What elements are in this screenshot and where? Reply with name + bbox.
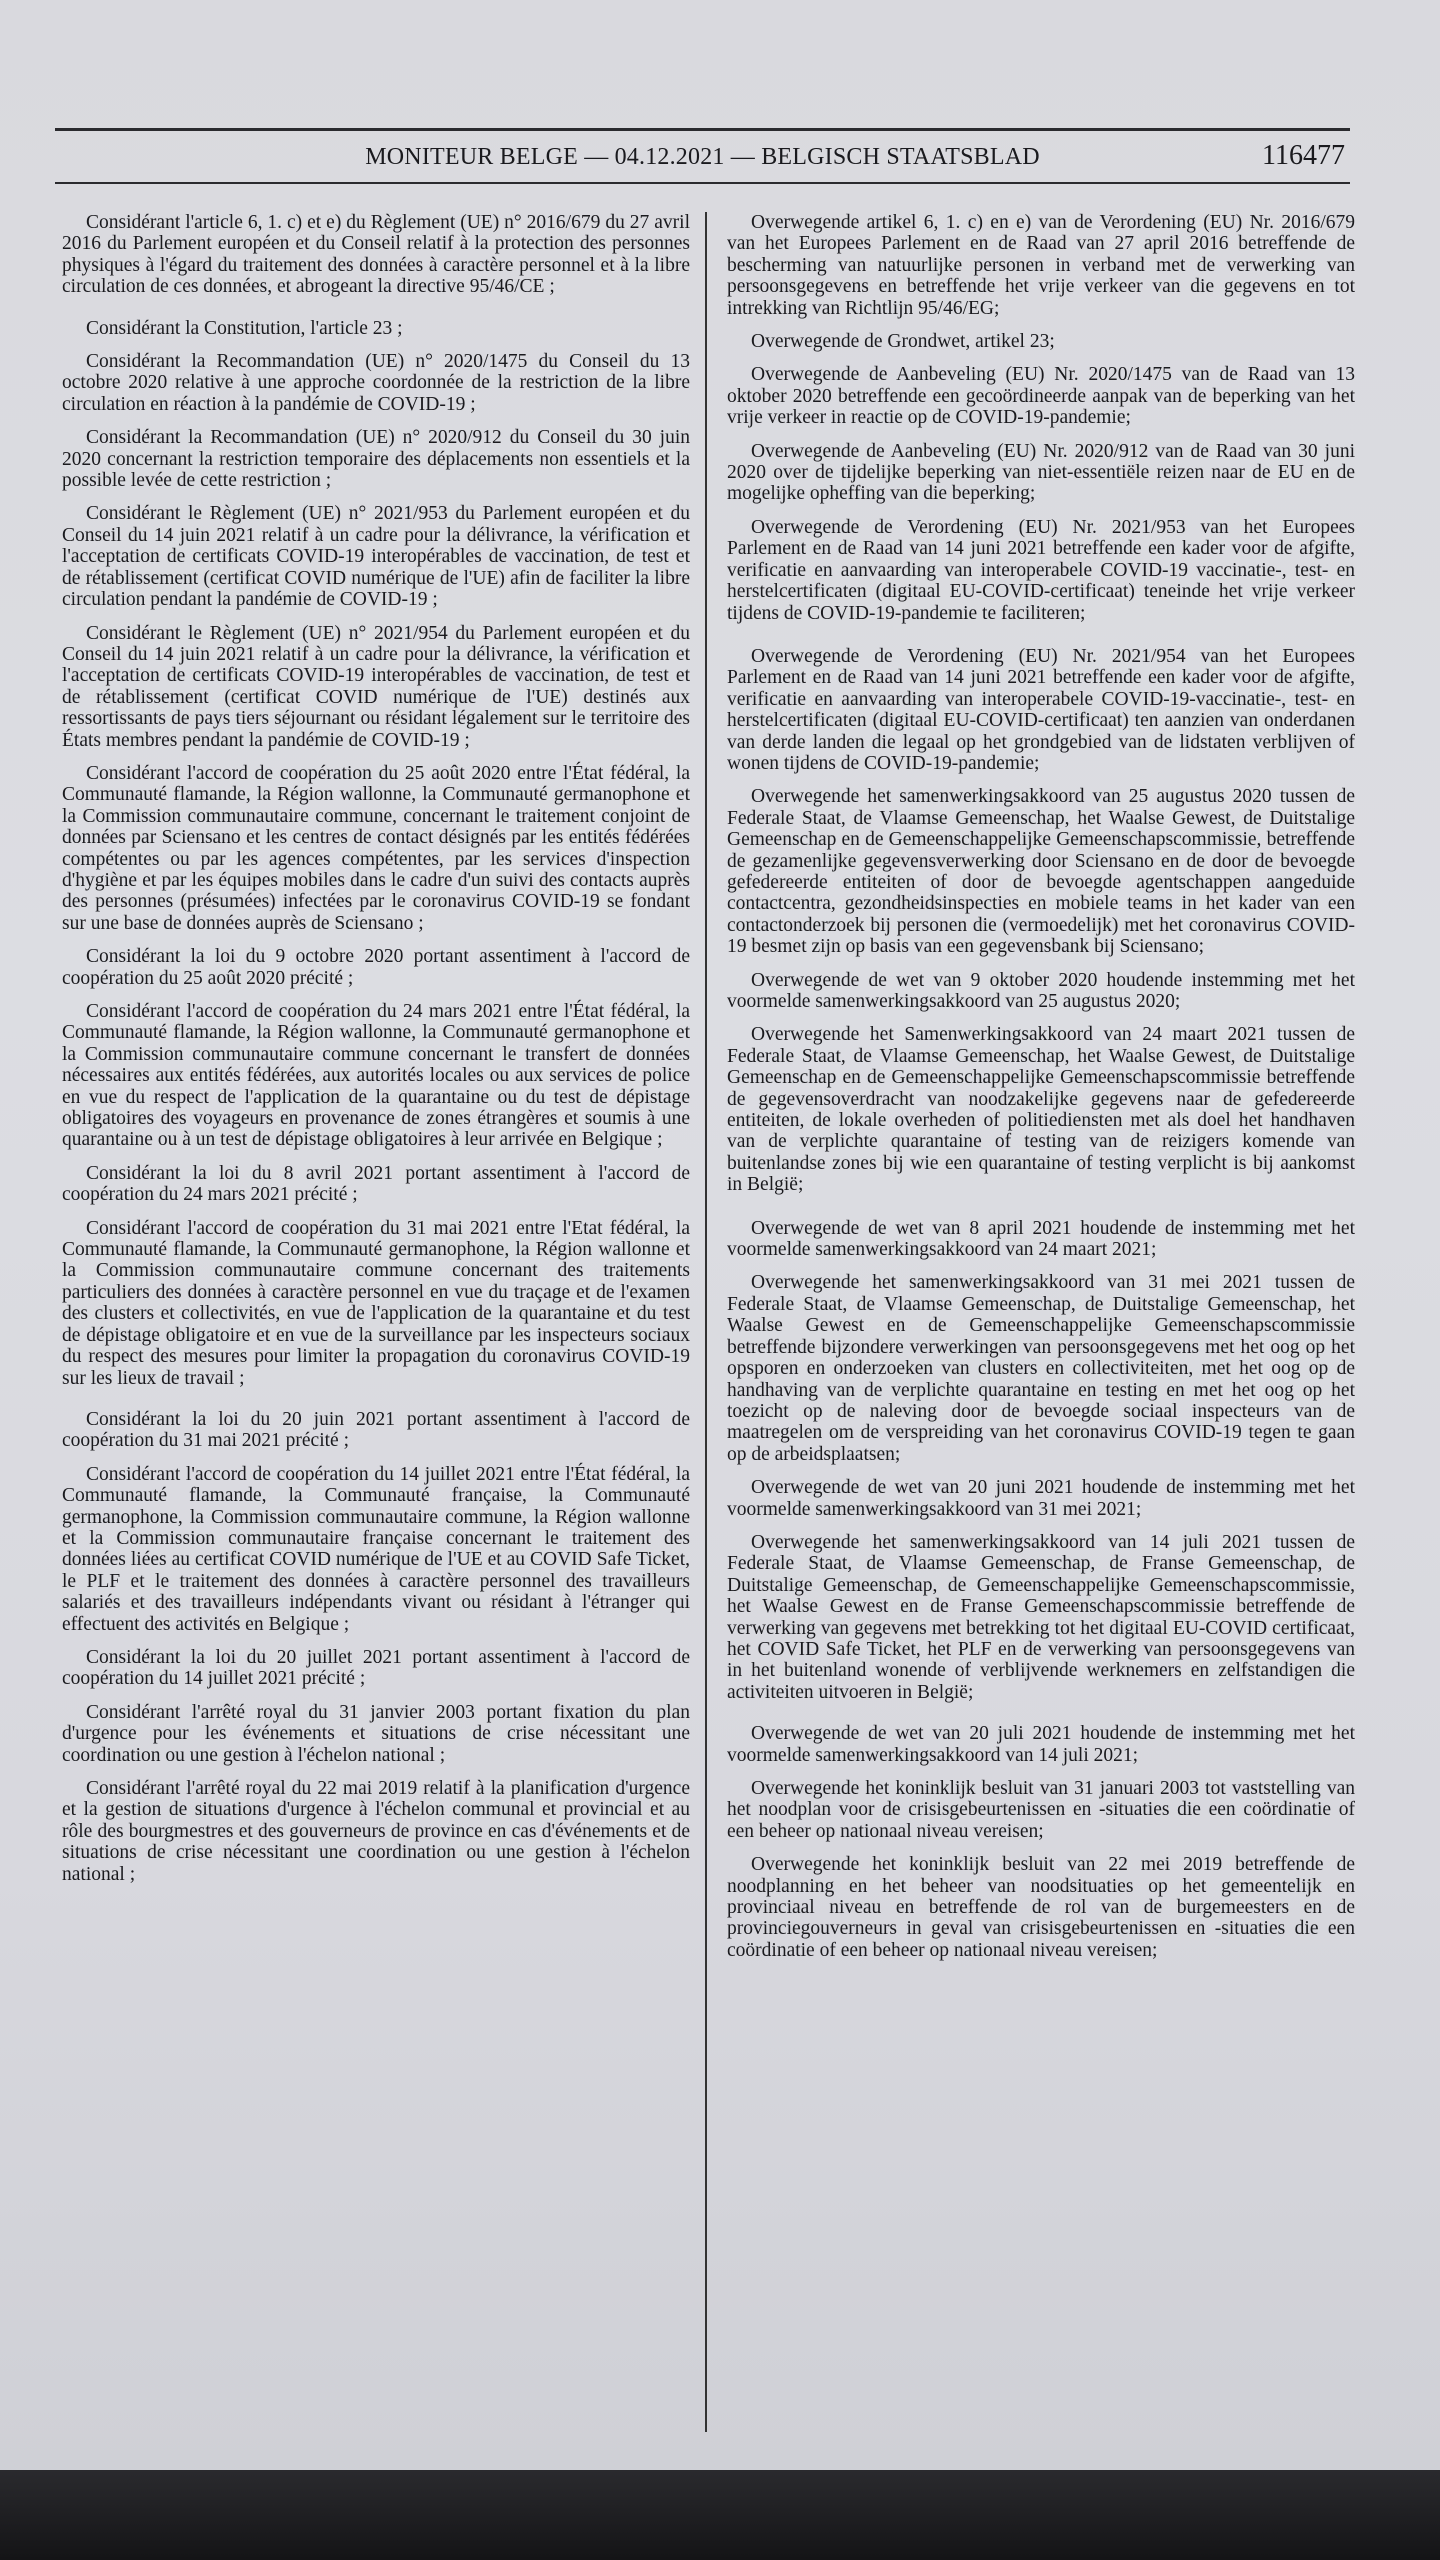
paragraph: Overwegende de Aanbeveling (EU) Nr. 2020/912 van de Raad van 30 juni 2020 over de tijdelijke beperking van niet-essentiële reizen naar de EU en de mogelijke opheffing van die beperking;	[727, 440, 1355, 505]
paragraph: Overwegende het koninklijk besluit van 31 januari 2003 tot vaststelling van het noodplan voor de crisisgebeurtenissen en -situaties die een coördinatie of een beheer op nationaal niveau vereisen;	[727, 1778, 1355, 1842]
paragraph: Overwegende het Samenwerkingsakkoord van 24 maart 2021 tussen de Federale Staat, de Vlaamse Gemeenschap, het Waalse Gewest, de Duitstalige Gemeenschap en de Gemeenschappelijke Gemeenschapscommissie betreffende de gegevensoverdracht van noodzakelijke gegevens naar de gefedereerde entiteiten, de lokale overheden of politiediensten met als doel het handhaven van de verplichte quarantaine of testing van de reizigers komende van buitenlandse zones bij wie een quarantaine of testing verplicht is bij aankomst in België;	[727, 1024, 1355, 1196]
header-rule	[55, 182, 1350, 184]
french-column	[62, 212, 690, 1897]
page-header	[55, 136, 1350, 182]
bottom-dark-band	[0, 2470, 1440, 2560]
paragraph: Overwegende de wet van 20 juni 2021 houdende de instemming met het voormelde samenwerkingsakkoord van 31 mei 2021;	[727, 1477, 1355, 1520]
page-number: 116477	[1262, 140, 1345, 171]
paragraph: Considérant l'arrêté royal du 31 janvier 2003 portant fixation du plan d'urgence pour les événements et situations de crise nécessitant une coordination ou une gestion à l'échelon national ;	[62, 1701, 690, 1766]
dutch-column	[727, 212, 1355, 1973]
paragraph: Overwegende de Aanbeveling (EU) Nr. 2020/1475 van de Raad van 13 oktober 2020 betreffende een gecoördineerde aanpak van de beperking van het vrije verkeer in reactie op de COVID-19-pandemie;	[727, 364, 1355, 429]
paragraph: Overwegende het koninklijk besluit van 22 mei 2019 betreffende de noodplanning en het beheer van noodsituaties op het gemeentelijk en provinciaal niveau en betreffende de rol van de burgemeesters en de provinciegouverneurs in geval van crisisgebeurtenissen en -situaties die een coördinatie of een beheer op nationaal niveau vereisen;	[727, 1854, 1355, 1961]
paragraph: Considérant la loi du 9 octobre 2020 portant assentiment à l'accord de coopération du 25 août 2020 précité ;	[62, 946, 690, 989]
paragraph: Considérant le Règlement (UE) n° 2021/954 du Parlement européen et du Conseil du 14 juin 2021 relatif à un cadre pour la délivrance, la vérification et l'acceptation de certificats COVID-19 interopérables de vaccination, de test et de rétablissement (certificat COVID numérique de l'UE) destinés aux ressortissants de pays tiers séjournant ou résidant légalement sur le territoire des États membres pendant la pandémie de COVID-19 ;	[62, 622, 690, 751]
paragraph: Considérant l'article 6, 1. c) et e) du Règlement (UE) n° 2016/679 du 27 avril 2016 du Parlement européen et du Conseil relatif à la protection des personnes physiques à l'égard du traitement des données à caractère personnel et à la libre circulation de ces données, et abrogeant la directive 95/46/CE ;	[62, 212, 690, 298]
paragraph: Overwegende de wet van 20 juli 2021 houdende de instemming met het voormelde samenwerkingsakkoord van 14 juli 2021;	[727, 1723, 1355, 1766]
top-rule	[55, 128, 1350, 131]
paragraph: Considérant l'accord de coopération du 31 mai 2021 entre l'Etat fédéral, la Communauté flamande, la Communauté germanophone, la Région wallonne et la Commission communautaire commune concernant des traitements particuliers des données à caractère personnel en vue du traçage et de l'examen des clusters et collectivités, en vue de l'application de la quarantaine et du test de dépistage obligatoire et en vue de la surveillance par les inspecteurs sociaux du respect des mesures pour limiter la propagation du coronavirus COVID-19 sur les lieux de travail ;	[62, 1217, 690, 1389]
paragraph: Considérant la Recommandation (UE) n° 2020/912 du Conseil du 30 juin 2020 concernant la restriction temporaire des déplacements non essentiels et la possible levée de cette restriction ;	[62, 427, 690, 492]
paragraph: Considérant l'accord de coopération du 14 juillet 2021 entre l'État fédéral, la Communauté flamande, la Communauté française, la Communauté germanophone, la Commission communautaire commune, la Région wallonne et la Commission communautaire française concernant le traitement des données liées au certificat COVID numérique de l'UE et au COVID Safe Ticket, le PLF et le traitement des données à caractère personnel des travailleurs salariés et des travailleurs indépendants vivant ou résidant à l'étranger qui effectuent des activités en Belgique ;	[62, 1463, 690, 1635]
paragraph: Overwegende de Verordening (EU) Nr. 2021/954 van het Europees Parlement en de Raad van 14 juni 2021 betreffende een kader voor de afgifte, verificatie en aanvaarding van interoperabele COVID-19-vaccinatie-, test- en herstelcertificaten (digitaal EU-COVID-certificaat) ten aanzien van onderdanen van derde landen die legaal op het grondgebied van de lidstaten verblijven of wonen tijdens de COVID-19-pandemie;	[727, 645, 1355, 774]
paragraph: Considérant la loi du 20 juin 2021 portant assentiment à l'accord de coopération du 31 mai 2021 précité ;	[62, 1408, 690, 1452]
column-divider	[705, 212, 707, 2432]
paragraph: Overwegende de wet van 8 april 2021 houdende de instemming met het voormelde samenwerkingsakkoord van 24 maart 2021;	[727, 1217, 1355, 1261]
paragraph: Considérant l'accord de coopération du 25 août 2020 entre l'État fédéral, la Communauté flamande, la Région wallonne, la Communauté germanophone et la Commission communautaire commune, concernant le traitement conjoint de données par Sciensano et les centres de contact désignés par les entités fédérées compétentes ou par les agences compétentes, par les services d'inspection d'hygiène et par les équipes mobiles dans le cadre d'un suivi des contacts auprès des personnes (présumées) infectées par le coronavirus COVID-19 se fondant sur une base de données auprès de Sciensano ;	[62, 762, 690, 934]
paragraph: Overwegende de wet van 9 oktober 2020 houdende instemming met het voormelde samenwerkingsakkoord van 25 augustus 2020;	[727, 969, 1355, 1012]
paragraph: Overwegende artikel 6, 1. c) en e) van de Verordening (EU) Nr. 2016/679 van het Europees Parlement en de Raad van 27 april 2016 betreffende de bescherming van natuurlijke personen in verband met de verwerking van persoonsgegevens en betreffende het vrije verkeer van die gegevens en tot intrekking van Richtlijn 95/46/EG;	[727, 212, 1355, 319]
paragraph: Considérant la Recommandation (UE) n° 2020/1475 du Conseil du 13 octobre 2020 relative à une approche coordonnée de la restriction de la libre circulation en réaction à la pandémie de COVID-19 ;	[62, 351, 690, 415]
header-title: MONITEUR BELGE — 04.12.2021 — BELGISCH STAATSBLAD	[365, 144, 1040, 170]
paragraph: Overwegende de Grondwet, artikel 23;	[751, 331, 1055, 353]
paragraph: Considérant la Constitution, l'article 23 ;	[86, 317, 403, 339]
paragraph: Considérant l'arrêté royal du 22 mai 2019 relatif à la planification d'urgence et la gestion de situations d'urgence à l'échelon communal et provincial et au rôle des bourgmestres et des gouverneurs de province en cas d'événements et de situations de crise nécessitant une coordination ou une gestion à l'échelon national ;	[62, 1778, 690, 1885]
paragraph: Considérant la loi du 8 avril 2021 portant assentiment à l'accord de coopération du 24 mars 2021 précité ;	[62, 1162, 690, 1206]
paragraph: Overwegende de Verordening (EU) Nr. 2021/953 van het Europees Parlement en de Raad van 14 juni 2021 betreffende een kader voor de afgifte, verificatie en aanvaarding van interoperabele COVID-19 vaccinatie-, test- en herstelcertificaten (digitaal EU-COVID-certificaat) teneinde het vrije verkeer tijdens de COVID-19-pandemie te faciliteren;	[727, 516, 1355, 624]
paragraph: Overwegende het samenwerkingsakkoord van 25 augustus 2020 tussen de Federale Staat, de Vlaamse Gemeenschap, het Waalse Gewest, de Duitstalige Gemeenschap en de Gemeenschappelijke Gemeenschapscommissie, betreffende de gezamenlijke gegevensverwerking door Sciensano en de door de bevoegde gefedereerde entiteiten of door de bevoegde agentschappen aangeduide contactcentra, gezondheidsinspecties en mobiele teams in het kader van een contactonderzoek bij personen die (vermoedelijk) met het coronavirus COVID-19 besmet zijn op basis van een gegevensbank bij Sciensano;	[727, 786, 1355, 958]
paragraph: Overwegende het samenwerkingsakkoord van 31 mei 2021 tussen de Federale Staat, de Vlaamse Gemeenschap, de Duitstalige Gemeenschap, het Waalse Gewest en de Gemeenschappelijke Gemeenschapscommissie betreffende bijzondere verwerkingen van persoonsgegevens met het oog op het opsporen en onderzoeken van clusters en collectiviteiten, met het oog op de handhaving van de verplichte quarantaine en testing en met het oog op het toezicht op de naleving door de bevoegde sociaal inspecteurs van de maatregelen om de verspreiding van het coronavirus COVID-19 tegen te gaan op de arbeidsplaatsen;	[727, 1272, 1355, 1465]
paragraph: Considérant le Règlement (UE) n° 2021/953 du Parlement européen et du Conseil du 14 juin 2021 relatif à un cadre pour la délivrance, la vérification et l'acceptation de certificats COVID-19 interopérables de vaccination, de test et de rétablissement (certificat COVID numérique de l'UE) afin de faciliter la libre circulation pendant la pandémie de COVID-19 ;	[62, 503, 690, 611]
paragraph: Considérant la loi du 20 juillet 2021 portant assentiment à l'accord de coopération du 14 juillet 2021 précité ;	[62, 1646, 690, 1690]
paragraph: Considérant l'accord de coopération du 24 mars 2021 entre l'État fédéral, la Communauté flamande, la Région wallonne, la Communauté germanophone et la Commission communautaire commune concernant le transfert de données nécessaires aux entités fédérées, aux autorités locales ou aux services de police en vue du respect de l'application de la quarantaine ou du test de dépistage obligatoires des voyageurs en provenance de zones étrangères et soumis à une quarantaine ou à un test de dépistage obligatoires à leur arrivée en Belgique ;	[62, 1001, 690, 1151]
paragraph: Overwegende het samenwerkingsakkoord van 14 juli 2021 tussen de Federale Staat, de Vlaamse Gemeenschap, de Franse Gemeenschap, de Duitstalige Gemeenschap, de Gemeenschappelijke Gemeenschapscommissie, het Waalse Gewest en de Franse Gemeenschapscommissie betreffende de verwerking van gegevens met betrekking tot het digitaal EU-COVID certificaat, het COVID Safe Ticket, het PLF en de verwerking van persoonsgegevens van in het buitenland wonende of verblijvende werknemers en zelfstandigen die activiteiten uitvoeren in België;	[727, 1531, 1355, 1703]
